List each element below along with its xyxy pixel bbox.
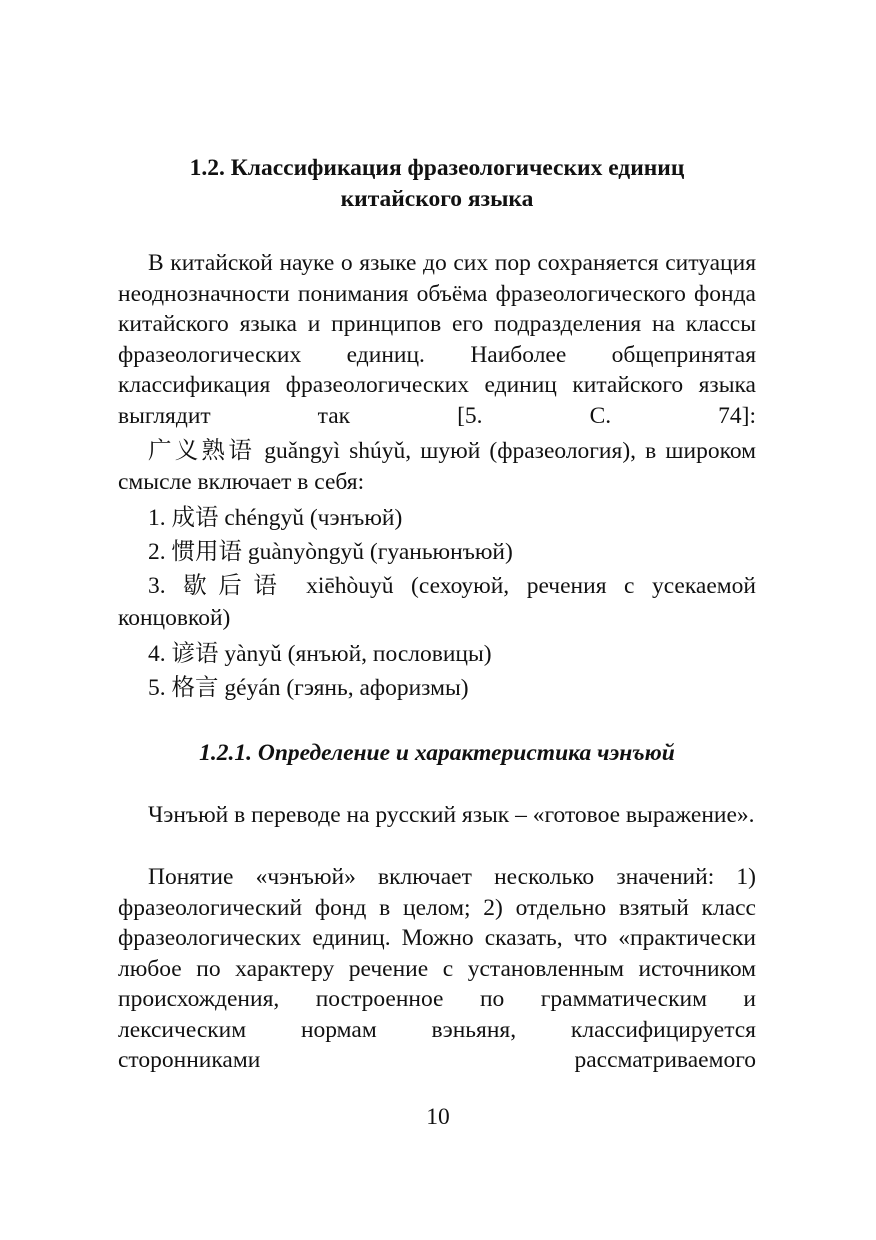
section-title-line-1: 1.2. Классификация фразеологических единиц <box>189 155 685 181</box>
intro-paragraph-1: В китайской науке о языке до сих пор сохраняется ситуация неоднозначности понимания объёма фразеологического фонда китайского языка и принципов его подразделения на классы фразеологических единиц. Наиболее общепринятая классификация фразеологических единиц китайского языка выглядит так [5. С. 74]: <box>118 250 756 429</box>
page-number: 10 <box>426 1104 450 1130</box>
classification-item-3-continuation: концовкой) <box>118 605 231 631</box>
section-title-line-2: китайского языка <box>340 186 534 212</box>
classification-item-4: 4. 谚语 yànyǔ (янъюй, пословицы) <box>148 641 492 667</box>
body-paragraph-2: Понятие «чэнъюй» включает несколько значений: 1) фразеологический фонд в целом; 2) отдельно взятый класс фразеологических единиц. Можно сказать, что «практически любое по характеру речение с установленным источником происхождения, построенное по грамматическим и лексическим нормам вэньяня, классифицируется сторонниками рассматриваемого <box>118 864 756 1073</box>
classification-item-5: 5. 格言 géyán (гэянь, афоризмы) <box>148 675 469 701</box>
intro-paragraph-2: 广义熟语 guǎngyì shúyǔ, шуюй (фразеология), в широком смысле включает в себя: <box>118 438 756 495</box>
classification-item-2: 2. 惯用语 guànyòngyǔ (гуаньюнъюй) <box>148 539 513 565</box>
subsection-title: 1.2.1. Определение и характеристика чэнъюй <box>199 740 675 766</box>
classification-item-1: 1. 成语 chéngyǔ (чэнъюй) <box>148 505 403 531</box>
body-paragraph-1: Чэнъюй в переводе на русский язык – «готовое выражение». <box>148 802 755 828</box>
classification-item-3: 3. 歇后语 xiēhòuyǔ (сехоуюй, речения с усекаемой <box>148 573 756 599</box>
